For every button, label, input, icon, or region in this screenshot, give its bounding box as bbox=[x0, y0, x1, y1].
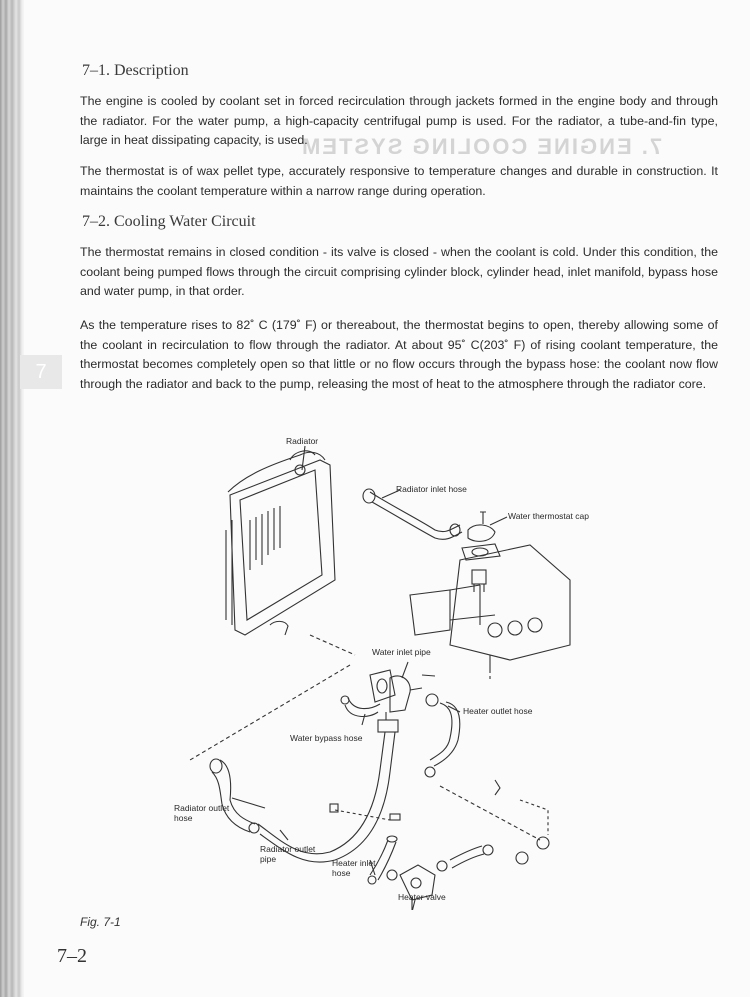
figure-caption: Fig. 7-1 bbox=[80, 915, 121, 929]
label-heater-inlet-hose-line1: Heater inlet bbox=[332, 858, 376, 868]
label-water-bypass-hose: Water bypass hose bbox=[290, 733, 363, 743]
section-heading-description: 7–1. Description bbox=[82, 62, 189, 79]
label-heater-outlet-hose: Heater outlet hose bbox=[463, 706, 533, 716]
show-through-title: 7. ENGINE COOLING SYSTEM bbox=[300, 134, 663, 159]
label-radiator-inlet-hose: Radiator inlet hose bbox=[396, 484, 467, 494]
cooling-diagram-drawing bbox=[150, 420, 630, 910]
section-heading-cooling-circuit: 7–2. Cooling Water Circuit bbox=[82, 213, 256, 230]
label-radiator-outlet-hose-line2: hose bbox=[174, 813, 193, 823]
label-heater-inlet-hose-line2: hose bbox=[332, 868, 351, 878]
binding-gutter bbox=[0, 0, 24, 997]
paragraph-description-1: The engine is cooled by coolant set in forced recirculation through jackets formed in the engine body and through the radiator. For the water pump, a high-capacity centrifugal pump is used. For the radiator, a tube-and-fin type, large in heat dissipating capacity, is used. bbox=[80, 94, 718, 147]
label-heater-inlet-hose bbox=[332, 858, 375, 878]
label-water-inlet-pipe: Water inlet pipe bbox=[372, 647, 431, 657]
cooling-system-diagram bbox=[150, 420, 630, 910]
heater-valve-drawing bbox=[330, 780, 549, 910]
engine-block-drawing bbox=[410, 545, 570, 670]
chapter-tab: 7 bbox=[20, 355, 62, 389]
label-radiator-outlet-pipe-line1: Radiator outlet bbox=[260, 844, 316, 854]
label-water-thermostat-cap: Water thermostat cap bbox=[508, 511, 589, 521]
label-radiator-outlet-pipe bbox=[260, 844, 315, 864]
heater-outlet-hose-drawing bbox=[425, 694, 460, 777]
paragraph-circuit-1: The thermostat remains in closed condition - its valve is closed - when the coolant is cold. Under this condition, the coolant being pumped flows through the circuit comprising cylinder block, cylinder head, inlet manifold, bypass hose and water pump, in that order. bbox=[80, 245, 718, 298]
radiator-inlet-hose-drawing bbox=[363, 489, 462, 539]
page-number: 7–2 bbox=[57, 945, 87, 967]
label-radiator-outlet-hose bbox=[174, 803, 229, 823]
label-radiator-outlet-hose-line1: Radiator outlet bbox=[174, 803, 230, 813]
paragraph-description-2: The thermostat is of wax pellet type, accurately responsive to temperature changes and durable in construction. It maintains the coolant temperature within a narrow range during operation. bbox=[80, 164, 718, 198]
radiator-drawing bbox=[226, 451, 335, 635]
label-radiator: Radiator bbox=[286, 436, 319, 446]
label-heater-valve: Heater valve bbox=[398, 892, 446, 902]
paragraph-circuit-2: As the temperature rises to 82˚ C (179˚ F) or thereabout, the thermostat begins to open, thereby allowing some of the coolant in recirculation to flow through the radiator. At about 95˚ C(203˚ F) of rising coolant temperature, the thermostat becomes completely open so that little or no flow occurs through the bypass hose: the coolant now flow through the radiator and back to the pump, releasing the most of heat to the atmosphere through the radiator core. bbox=[80, 318, 718, 391]
label-radiator-outlet-pipe-line2: pipe bbox=[260, 854, 277, 864]
thermostat-cap-drawing bbox=[462, 512, 500, 592]
